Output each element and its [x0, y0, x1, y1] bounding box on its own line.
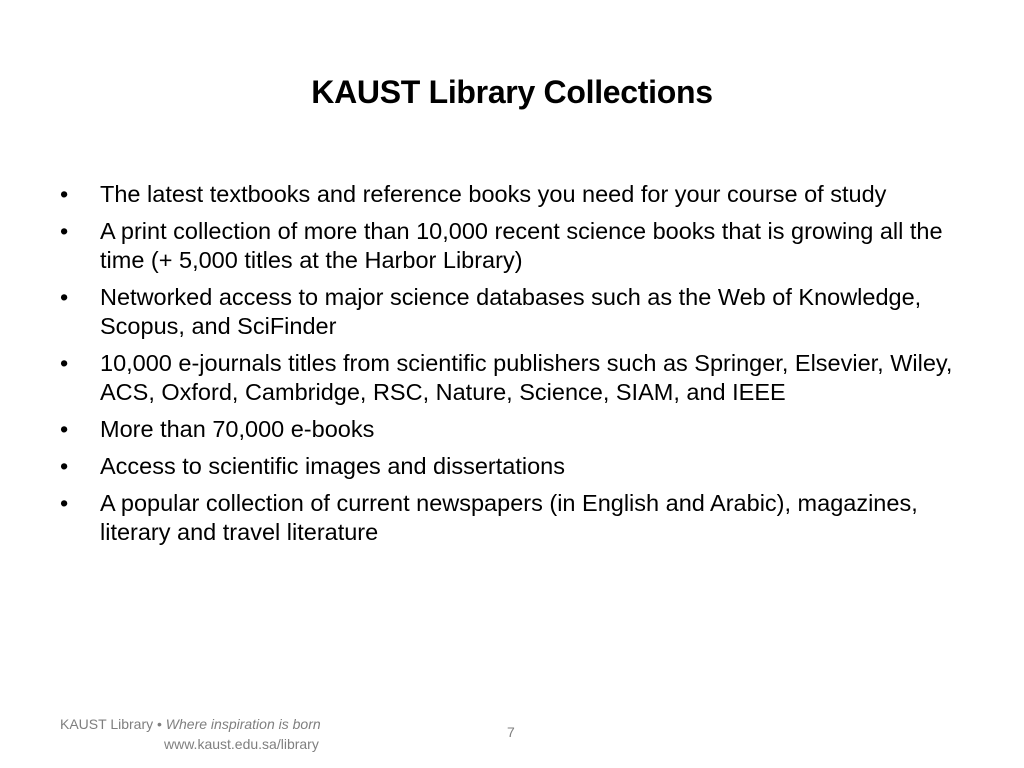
bullet-text: A print collection of more than 10,000 recent science books that is growing all the time (+ 5,000 titles at the Harbor Library)	[100, 218, 943, 273]
bullet-text: Networked access to major science databases such as the Web of Knowledge, Scopus, and SciFinder	[100, 284, 922, 339]
bullet-icon: •	[60, 453, 69, 479]
bullet-icon: •	[60, 416, 69, 442]
page-number: 7	[507, 724, 515, 740]
footer-tagline: Where inspiration is born	[165, 716, 321, 732]
bullet-item	[60, 283, 960, 341]
bullet-list	[60, 180, 960, 555]
bullet-text: The latest textbooks and reference books you need for your course of study	[100, 181, 887, 207]
bullet-text: Access to scientific images and dissertations	[100, 453, 565, 479]
bullet-item	[60, 180, 960, 209]
bullet-text: A popular collection of current newspapers (in English and Arabic), magazines, literary and travel literature	[100, 490, 918, 545]
bullet-icon: •	[60, 350, 69, 376]
footer-org: KAUST Library	[60, 716, 154, 732]
bullet-item	[60, 452, 960, 481]
bullet-text: 10,000 e-journals titles from scientific publishers such as Springer, Elsevier, Wiley, ACS, Oxford, Cambridge, RSC, Nature, Science, SIAM, and IEEE	[100, 350, 953, 405]
bullet-item	[60, 349, 960, 407]
footer-url[interactable]: www.kaust.edu.sa/library	[164, 736, 319, 752]
bullet-icon: •	[60, 181, 69, 207]
bullet-item	[60, 415, 960, 444]
bullet-text: More than 70,000 e-books	[100, 416, 375, 442]
bullet-icon: •	[60, 284, 69, 310]
footer-branding	[60, 714, 321, 754]
bullet-icon: •	[60, 490, 69, 516]
bullet-item	[60, 217, 960, 275]
bullet-icon: •	[60, 218, 69, 244]
bullet-item	[60, 489, 960, 547]
slide-title: KAUST Library Collections	[311, 74, 713, 110]
footer-separator: •	[153, 716, 166, 732]
